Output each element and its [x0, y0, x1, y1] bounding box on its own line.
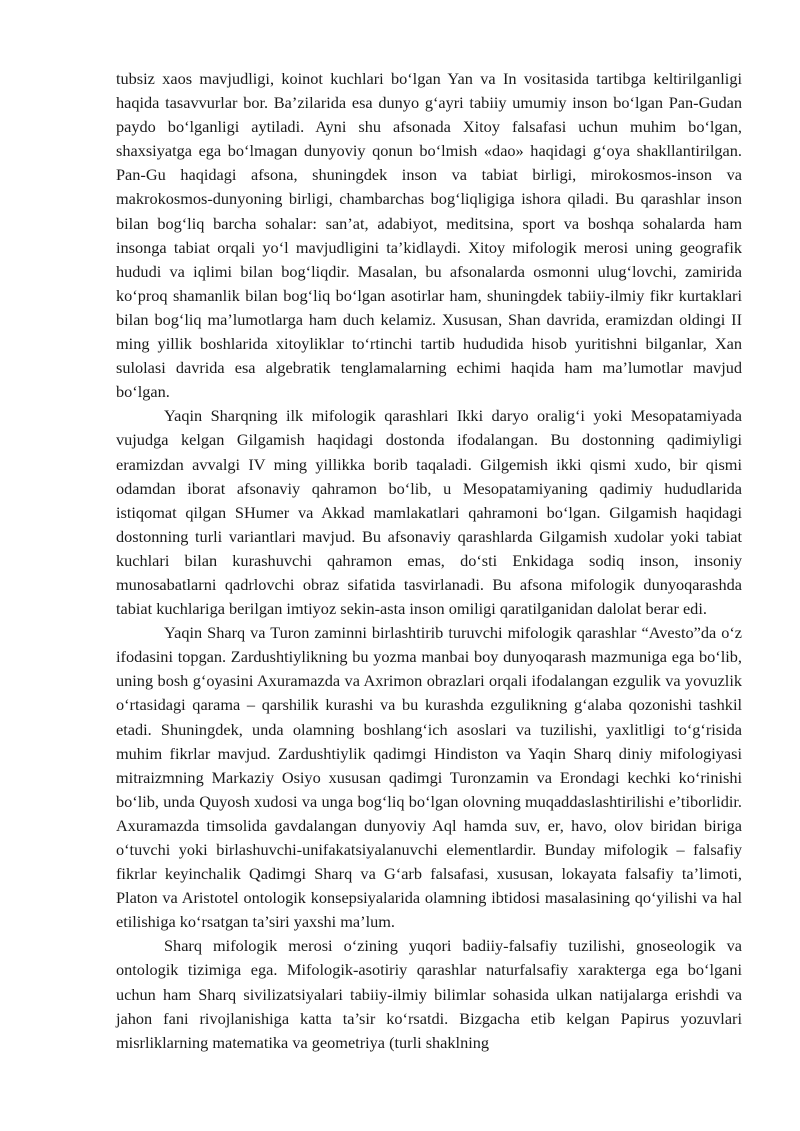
paragraph-3: Yaqin Sharq va Turon zaminni birlashtirib turuvchi mifologik qarashlar “Avesto”da o‘z ifodasini topgan. Zardushtiylikning bu yozma manbai boy dunyoqarash mazmuniga ega bo‘lib, uning bosh g‘oyasini Axuramazda va Axrimon obrazlari orqali ifodalangan ezgulik va yovuzlik o‘rtasidagi qarama – qarshilik kurashi va bu kurashda ezgulikning g‘alaba qozonishi tashkil etadi. Shuningdek, unda olamning boshlang‘ich asoslari va tuzilishi, yaxlitligi to‘g‘risida muhim fikrlar mavjud. Zardushtiylik qadimgi Hindiston va Yaqin Sharq diniy mifologiyasi mitraizmning Markaziy Osiyo xususan qadimgi Turonzamin va Erondagi kechki ko‘rinishi bo‘lib, unda Quyosh xudosi va unga bog‘liq bo‘lgan olovning muqaddaslashtirilishi e’tiborlidir. Axuramazda timsolida gavdalangan dunyoviy Aql hamda suv, er, havo, olov biridan biriga o‘tuvchi yoki birlashuvchi-unifakatsiyalanuvchi elementlardir. Bunday mifologik – falsafiy fikrlar keyinchalik Qadimgi Sharq va G‘arb falsafasi, xususan, lokayata falsafiy ta’limoti, Platon va Aristotel ontologik konsepsiyalarida olamning ibtidosi masalasining qo‘yilishi va hal etilishiga ko‘rsatgan ta’siri yaxshi ma’lum. [116, 623, 742, 932]
paragraph-4: Sharq mifologik merosi o‘zining yuqori badiiy-falsafiy tuzilishi, gnoseologik va ontologik tizimiga ega. Mifologik-asotiriy qarashlar naturfalsafiy xarakterga ega bo‘lgani uchun ham Sharq sivilizatsiyalari tabiiy-ilmiy bilimlar sohasida ulkan natijalarga erishdi va jahon fani rivojlanishiga katta ta’sir ko‘rsatdi. Bizgacha etib kelgan Papirus yozuvlari misrliklarning matematika va geometriya (turli shaklning [116, 936, 742, 1052]
paragraph-1: tubsiz xaos mavjudligi, koinot kuchlari bo‘lgan Yan va In vositasida tartibga keltirilganligi haqida tasavvurlar bor. Ba’zilarida esa dunyo g‘ayri tabiiy umumiy inson bo‘lgan Pan-Gudan paydo bo‘lganligi aytiladi. Ayni shu afsonada Xitoy falsafasi uchun muhim bo‘lgan, shaxsiyatga ega bo‘lmagan dunyoviy qonun bo‘lmish «dao» haqidagi g‘oya shakllantirilgan. Pan-Gu haqidagi afsona, shuningdek inson va tabiat birligi, mirokosmos-inson va makrokosmos-dunyoning birligi, chambarchas bog‘liqligiga ishora qiladi. Bu qarashlar inson bilan bog‘liq barcha sohalar: san’at, adabiyot, meditsina, sport va boshqa sohalarda ham insonga tabiat orqali yo‘l mavjudligini ta’kidlaydi. Xitoy mifologik merosi uning geografik hududi va iqlimi bilan bog‘liqdir. Masalan, bu afsonalarda osmonni ulug‘lovchi, zamirida ko‘proq shamanlik bilan bog‘liq bo‘lgan asotirlar ham, shuningdek tabiiy-ilmiy fikr kurtaklari bilan bog‘liq ma’lumotlarga ham duch kelamiz. Xususan, Shan davrida, eramizdan oldingi II ming yillik boshlarida xitoyliklar to‘rtinchi tartib hududida hisob yuritishni bilganlar, Xan sulolasi davrida esa algebratik tenglamalarning echimi haqida ham ma’lumotlar mavjud bo‘lgan. [116, 69, 742, 402]
document-page [116, 67, 742, 1055]
paragraph-2: Yaqin Sharqning ilk mifologik qarashlari Ikki daryo oralig‘i yoki Mesopatamiyada vujudga kelgan Gilgamish haqidagi dostonda ifodalangan. Bu dostonning qadimiyligi eramizdan avvalgi IV ming yillikka borib taqaladi. Gilgemish ikki qismi xudo, bir qismi odamdan iborat afsonaviy qahramon bo‘lib, u Mesopatamiyaning qadimiy hududlarida istiqomat qilgan SHumer va Akkad mamlakatlari qahramoni bo‘lgan. Gilgamish haqidagi dostonning turli variantlari mavjud. Bu afsonaviy qarashlarda Gilgamish xudolar yoki tabiat kuchlari bilan kurashuvchi qahramon emas, do‘sti Enkidaga sodiq inson, insoniy munosabatlarni qadrlovchi obraz sifatida tasvirlanadi. Bu afsona mifologik dunyoqarashda tabiat kuchlariga berilgan imtiyoz sekin-asta inson omiligi qaratilganidan dalolat berar edi. [116, 406, 742, 619]
